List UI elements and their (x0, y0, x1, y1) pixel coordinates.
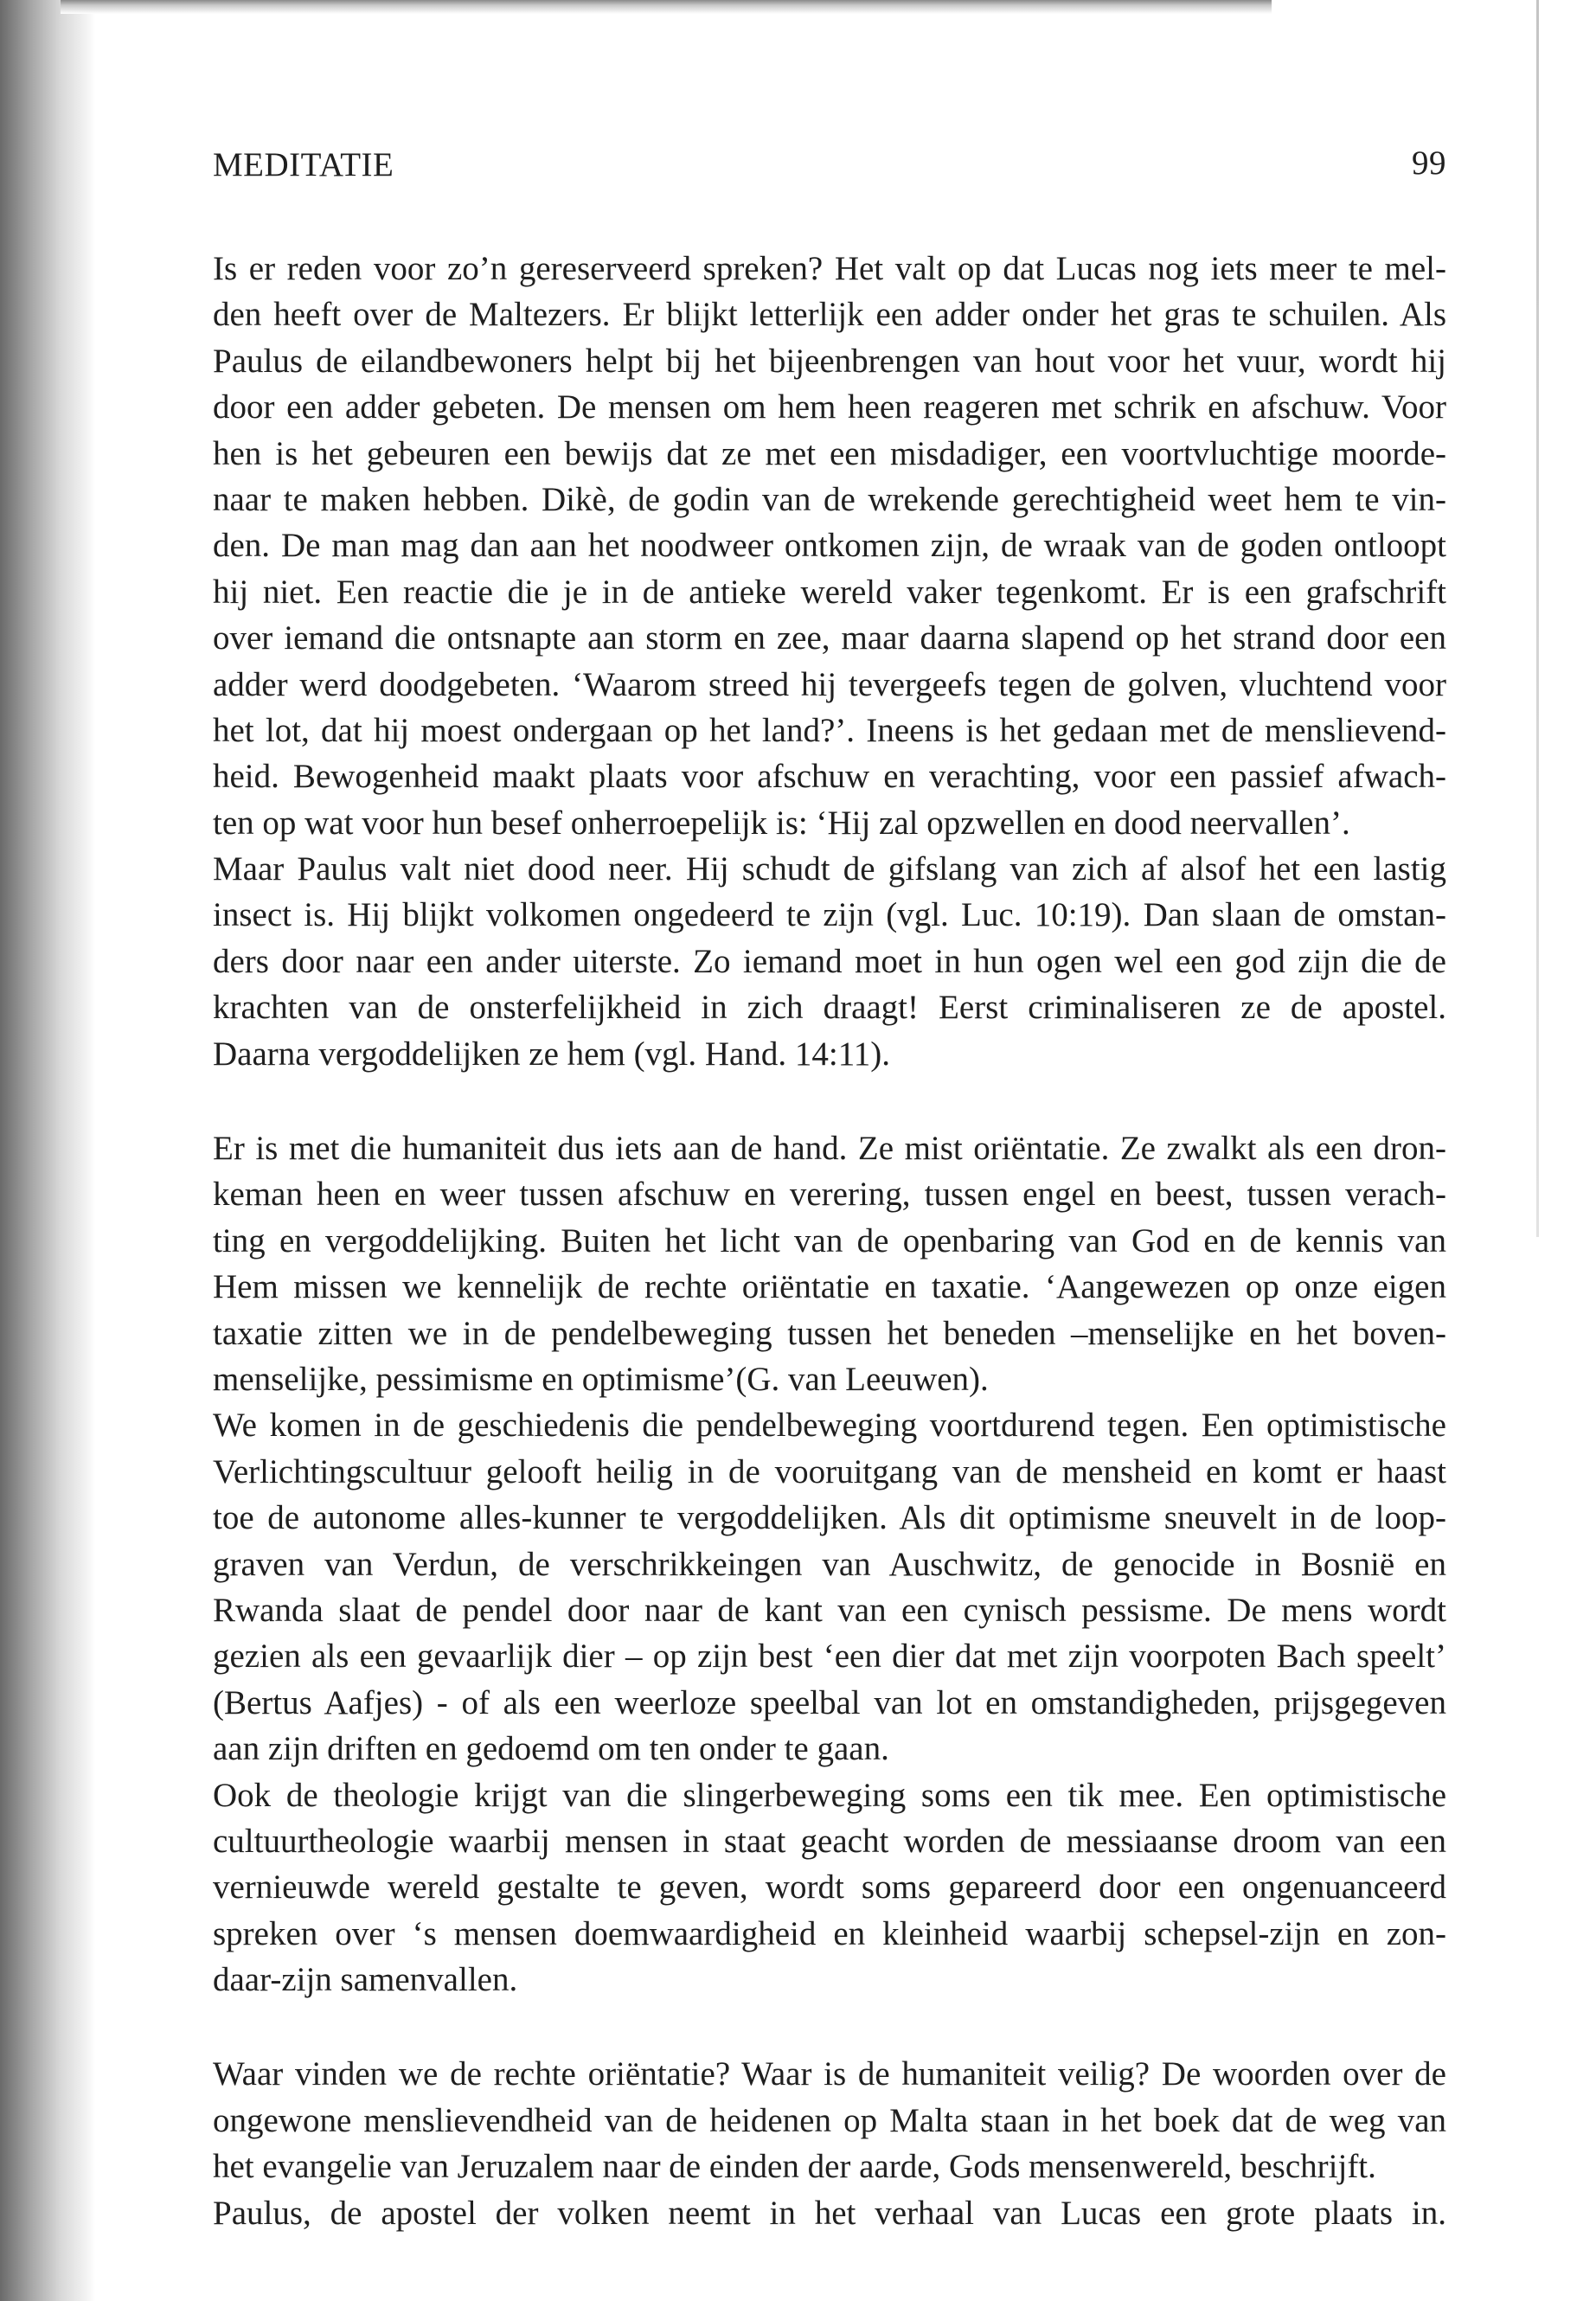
text-line: gezien als een gevaarlijk dier – op zijn best ‘een dier dat met zijn voorpoten Bach speelt’ (213, 1638, 1446, 1676)
text-line: over iemand die ontsnapte aan storm en zee, maar daarna slapend op het strand door een (213, 619, 1446, 657)
page-right-edge (1536, 0, 1539, 1237)
text-line: ongewone menslievendheid van de heidenen op Malta staan in het boek dat de weg van (213, 2101, 1446, 2139)
text-line: toe de autonome alles-kunner te vergoddelijken. Als dit optimisme sneuvelt in de loop- (213, 1499, 1446, 1537)
text-line: Verlichtingscultuur gelooft heilig in de vooruitgang van de mensheid en komt er haast (213, 1452, 1446, 1490)
text-line: naar te maken hebben. Dikè, de godin van de wrekende gerechtigheid weet hem te vin- (213, 480, 1446, 518)
text-line: cultuurtheologie waarbij mensen in staat geacht worden de messiaanse droom van een (213, 1822, 1446, 1860)
text-line: den heeft over de Maltezers. Er blijkt letterlijk een adder onder het gras te schuilen. Als (213, 296, 1446, 334)
text-line: aan zijn driften en gedoemd om ten onder te gaan. (213, 1730, 889, 1768)
page-top-shadow (61, 0, 1272, 14)
text-line: het lot, dat hij moest ondergaan op het land?’. Ineens is het gedaan met de menslievend- (213, 711, 1446, 749)
text-line: vernieuwde wereld gestalte te geven, wordt soms gepareerd door een ongenuanceerd (213, 1868, 1446, 1907)
text-line: menselijke, pessimisme en optimisme’(G. van Leeuwen). (213, 1360, 989, 1398)
text-line: graven van Verdun, de verschrikkeingen van Auschwitz, de genocide in Bosnië en (213, 1545, 1446, 1583)
running-title: MEDITATIE (213, 146, 394, 183)
text-line: adder werd doodgebeten. ‘Waarom streed hij tevergeefs tegen de golven, vluchtend voor (213, 665, 1446, 703)
text-line: door een adder gebeten. De mensen om hem heen reageren met schrik en afschuw. Voor (213, 388, 1446, 426)
paragraph (213, 2051, 1446, 2236)
paragraph-gap (213, 2003, 1446, 2051)
body-text (213, 246, 1446, 2236)
text-line: taxatie zitten we in de pendelbeweging tussen het beneden –menselijke en het boven- (213, 1314, 1446, 1352)
text-line: Paulus de eilandbewoners helpt bij het bijeenbrengen van hout voor het vuur, wordt hij (213, 342, 1446, 380)
text-line: Ook de theologie krijgt van die slingerbeweging soms een tik mee. Een optimistische (213, 1776, 1446, 1814)
text-line: Rwanda slaat de pendel door naar de kant van een cynisch pessisme. De mens wordt (213, 1591, 1446, 1629)
text-line: insect is. Hij blijkt volkomen ongedeerd te zijn (vgl. Luc. 10:19). Dan slaan de omstan- (213, 896, 1446, 934)
text-line: krachten van de onsterfelijkheid in zich draagt! Eerst criminaliseren ze de apostel. (213, 989, 1446, 1027)
text-line: daar-zijn samenvallen. (213, 1961, 518, 1999)
text-line: We komen in de geschiedenis die pendelbeweging voortdurend tegen. Een optimistische (213, 1407, 1446, 1445)
page-number: 99 (1412, 144, 1446, 182)
text-line: Is er reden voor zo’n gereserveerd spreken? Het valt op dat Lucas nog iets meer te mel- (213, 250, 1446, 287)
text-line: het evangelie van Jeruzalem naar de einden der aarde, Gods mensenwereld, beschrijft. (213, 2148, 1376, 2186)
text-line: (Bertus Aafjes) - of als een weerloze speelbal van lot en omstandigheden, prijsgegeven (213, 1683, 1446, 1721)
text-line: spreken over ‘s mensen doemwaardigheid en kleinheid waarbij schepsel-zijn en zon- (213, 1914, 1446, 1952)
text-line: Waar vinden we de rechte oriëntatie? Waar is de humaniteit veilig? De woorden over de (213, 2055, 1446, 2093)
book-gutter-shadow (0, 0, 95, 2301)
text-line: heid. Bewogenheid maakt plaats voor afschuw en verachting, voor een passief afwach- (213, 758, 1446, 796)
paragraph (213, 1125, 1446, 2003)
text-line: Paulus, de apostel der volken neemt in het verhaal van Lucas een grote plaats in. (213, 2194, 1446, 2232)
text-line: ting en vergoddelijking. Buiten het licht van de openbaring van God en de kennis van (213, 1221, 1446, 1259)
page-header (213, 145, 1446, 197)
text-line: ten op wat voor hun besef onherroepelijk is: ‘Hij zal opzwellen en dood neervallen’. (213, 804, 1350, 842)
text-line: hij niet. Een reactie die je in de antieke wereld vaker tegenkomt. Er is een grafschrift (213, 573, 1446, 611)
text-line: den. De man mag dan aan het noodweer ontkomen zijn, de wraak van de goden ontloopt (213, 527, 1446, 565)
text-line: Daarna vergoddelijken ze hem (vgl. Hand. 14:11). (213, 1035, 890, 1073)
text-line: Hem missen we kennelijk de rechte oriëntatie en taxatie. ‘Aangewezen op onze eigen (213, 1268, 1446, 1306)
paragraph-gap (213, 1077, 1446, 1125)
text-line: hen is het gebeuren een bewijs dat ze met een misdadiger, een voortvluchtige moorde- (213, 434, 1446, 472)
text-line: Maar Paulus valt niet dood neer. Hij schudt de gifslang van zich af alsof het een lastig (213, 850, 1446, 888)
text-line: keman heen en weer tussen afschuw en verering, tussen engel en beest, tussen verach- (213, 1176, 1446, 1214)
text-line: Er is met die humaniteit dus iets aan de hand. Ze mist oriëntatie. Ze zwalkt als een dron- (213, 1130, 1446, 1168)
paragraph (213, 246, 1446, 1077)
text-line: ders door naar een ander uiterste. Zo iemand moet in hun ogen wel een god zijn die de (213, 942, 1446, 980)
